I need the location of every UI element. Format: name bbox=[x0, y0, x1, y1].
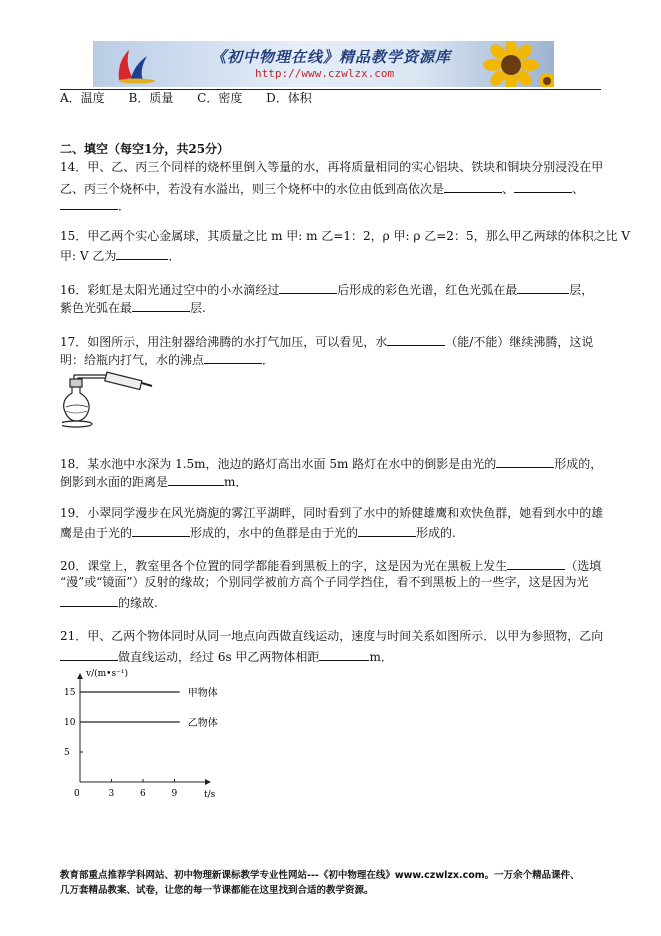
q15-line1: 15．甲乙两个实心金属球，其质量之比 m 甲: m 乙=1：2，ρ 甲: ρ 乙=2：5，那么甲乙两球的体积之比 V bbox=[60, 229, 631, 243]
header-banner bbox=[93, 41, 554, 87]
q15-end: ． bbox=[168, 249, 181, 263]
y-tick-label: 5 bbox=[64, 748, 70, 758]
q20-text-b: （选填 bbox=[565, 559, 602, 573]
velocity-time-chart bbox=[60, 664, 240, 804]
q18-blank-1[interactable] bbox=[496, 455, 554, 468]
option-d: D．体积 bbox=[266, 91, 312, 105]
q18-text-c: 倒影到水面的距离是 bbox=[60, 475, 169, 489]
q16-blank-3[interactable] bbox=[132, 299, 190, 312]
header-url[interactable]: http://www.czwlzx.com bbox=[255, 67, 395, 80]
q14-line1: 14．甲、乙、丙三个同样的烧杯里倒入等量的水，再将质量相同的实心铝块、铁块和铜块分别浸没在甲 bbox=[60, 160, 604, 174]
q20-line2: “漫”或“镜面”）反射的缘故；个别同学被前方高个子同学挡住，看不到黑板上的一些字，这是因为光 bbox=[60, 575, 589, 589]
q19-line1: 19．小翠同学漫步在风光旖旎的雾江平湖畔，同时看到了水中的矫健雄鹰和欢快鱼群，她看到水中的雄 bbox=[60, 506, 604, 520]
q18-line1 bbox=[60, 455, 602, 472]
header-rule bbox=[60, 89, 601, 90]
q16-text-e: 层. bbox=[190, 301, 206, 315]
q17-blank-2[interactable] bbox=[204, 351, 262, 364]
y-tick-label: 10 bbox=[64, 718, 76, 728]
q19-text-b: 形成的，水中的鱼群是由于光的 bbox=[190, 526, 359, 540]
q20-blank-1[interactable] bbox=[507, 557, 565, 570]
q16-text-c: 层， bbox=[569, 283, 594, 297]
q14-line2 bbox=[60, 180, 584, 197]
q18-text-a: 18．某水池中水深为 1.5m，池边的路灯高出水面 5m 路灯在水中的倒影是由光的 bbox=[60, 457, 497, 471]
q21-line2 bbox=[60, 648, 393, 665]
q16-text-d: 紫色光弧在最 bbox=[60, 301, 133, 315]
footer-line-2: 几万套精品教案、试卷，让您的每一节课都能在这里找到合适的教学资源。 bbox=[60, 885, 374, 896]
section-heading: 二、填空（每空1分，共25分） bbox=[60, 142, 230, 156]
q18-text-d: m． bbox=[224, 475, 248, 489]
q16-line2 bbox=[60, 299, 206, 316]
q21-blank-2[interactable] bbox=[319, 648, 369, 661]
q14-line3 bbox=[60, 197, 130, 214]
q19-line2 bbox=[60, 524, 456, 541]
q18-line2 bbox=[60, 473, 247, 490]
x-tick-label: 3 bbox=[108, 789, 115, 799]
x-tick-label: 9 bbox=[171, 789, 178, 799]
q21-text-b: m． bbox=[369, 650, 393, 664]
q15-blank-1[interactable] bbox=[116, 247, 168, 260]
q19-text-c: 形成的. bbox=[416, 526, 456, 540]
q18-blank-2[interactable] bbox=[168, 473, 224, 486]
series-label-1: 甲物体 bbox=[187, 688, 218, 699]
q14-end: ． bbox=[118, 199, 131, 213]
y-tick-label: 15 bbox=[64, 688, 76, 698]
option-a: A．温度 bbox=[60, 91, 105, 105]
q14-blank-2[interactable] bbox=[514, 180, 572, 193]
q16-blank-1[interactable] bbox=[279, 281, 337, 294]
q16-line1 bbox=[60, 281, 593, 298]
q21-line1: 21．甲、乙两个物体同时从同一地点向西做直线运动，速度与时间关系如图所示．以甲为参照物，乙向 bbox=[60, 629, 604, 643]
q19-blank-2[interactable] bbox=[358, 524, 416, 537]
x-tick-label: 6 bbox=[140, 789, 146, 799]
q18-text-b: 形成的， bbox=[554, 457, 603, 471]
q17-line1 bbox=[60, 333, 593, 350]
q14-separator-2: 、 bbox=[572, 182, 585, 196]
y-axis-label: v/(m•s⁻¹) bbox=[86, 669, 128, 679]
q20-line3 bbox=[60, 594, 158, 611]
q17-line2 bbox=[60, 351, 274, 368]
footer-line-1: 教育部重点推荐学科网站、初中物理新课标教学专业性网站---《初中物理在线》www.czwlzx.com。一万余个精品课件、 bbox=[60, 870, 580, 881]
q19-blank-1[interactable] bbox=[132, 524, 190, 537]
q14-text: 乙、丙三个烧杯中，若没有水溢出，则三个烧杯中的水位由低到高依次是 bbox=[60, 182, 445, 196]
syringe-flask-figure bbox=[62, 369, 157, 429]
q14-blank-3[interactable] bbox=[60, 197, 118, 210]
option-b: B．质量 bbox=[128, 91, 174, 105]
x-axis-label: t/s bbox=[204, 790, 216, 800]
q14-separator-1: 、 bbox=[502, 182, 515, 196]
q20-text-c: 的缘故. bbox=[118, 596, 158, 610]
series-label-2: 乙物体 bbox=[187, 718, 218, 729]
option-c: C．密度 bbox=[197, 91, 243, 105]
q17-text-b: （能/不能）继续沸腾，这说 bbox=[445, 335, 594, 349]
q20-blank-2[interactable] bbox=[60, 594, 118, 607]
q16-text-a: 16．彩虹是太阳光通过空中的小水滴经过 bbox=[60, 283, 280, 297]
q20-line1 bbox=[60, 557, 601, 574]
q14-blank-1[interactable] bbox=[444, 180, 502, 193]
sunflower-icon bbox=[469, 41, 554, 87]
q15-text: 甲: V 乙为 bbox=[60, 249, 117, 263]
q16-text-b: 后形成的彩色光谱，红色光弧在最 bbox=[337, 283, 518, 297]
header-title: 《初中物理在线》精品教学资源库 bbox=[211, 48, 452, 66]
q17-blank-1[interactable] bbox=[387, 333, 445, 346]
q17-text-c: 明：给瓶内打气，水的沸点 bbox=[60, 353, 205, 367]
q19-text-a: 鹰是由于光的 bbox=[60, 526, 133, 540]
logo-icon bbox=[113, 44, 157, 84]
q17-end: ． bbox=[262, 353, 275, 367]
x-tick-label: 0 bbox=[74, 789, 80, 799]
q17-text-a: 17．如图所示，用注射器给沸腾的水打气加压，可以看见，水 bbox=[60, 335, 388, 349]
answer-options bbox=[60, 91, 332, 106]
q21-text-a: 做直线运动，经过 6s 甲乙两物体相距 bbox=[118, 650, 320, 664]
q16-blank-2[interactable] bbox=[517, 281, 569, 294]
q20-text-a: 20．课堂上，教室里各个位置的同学都能看到黑板上的字，这是因为光在黑板上发生 bbox=[60, 559, 508, 573]
q21-blank-1[interactable] bbox=[60, 648, 118, 661]
q15-line2 bbox=[60, 247, 180, 264]
